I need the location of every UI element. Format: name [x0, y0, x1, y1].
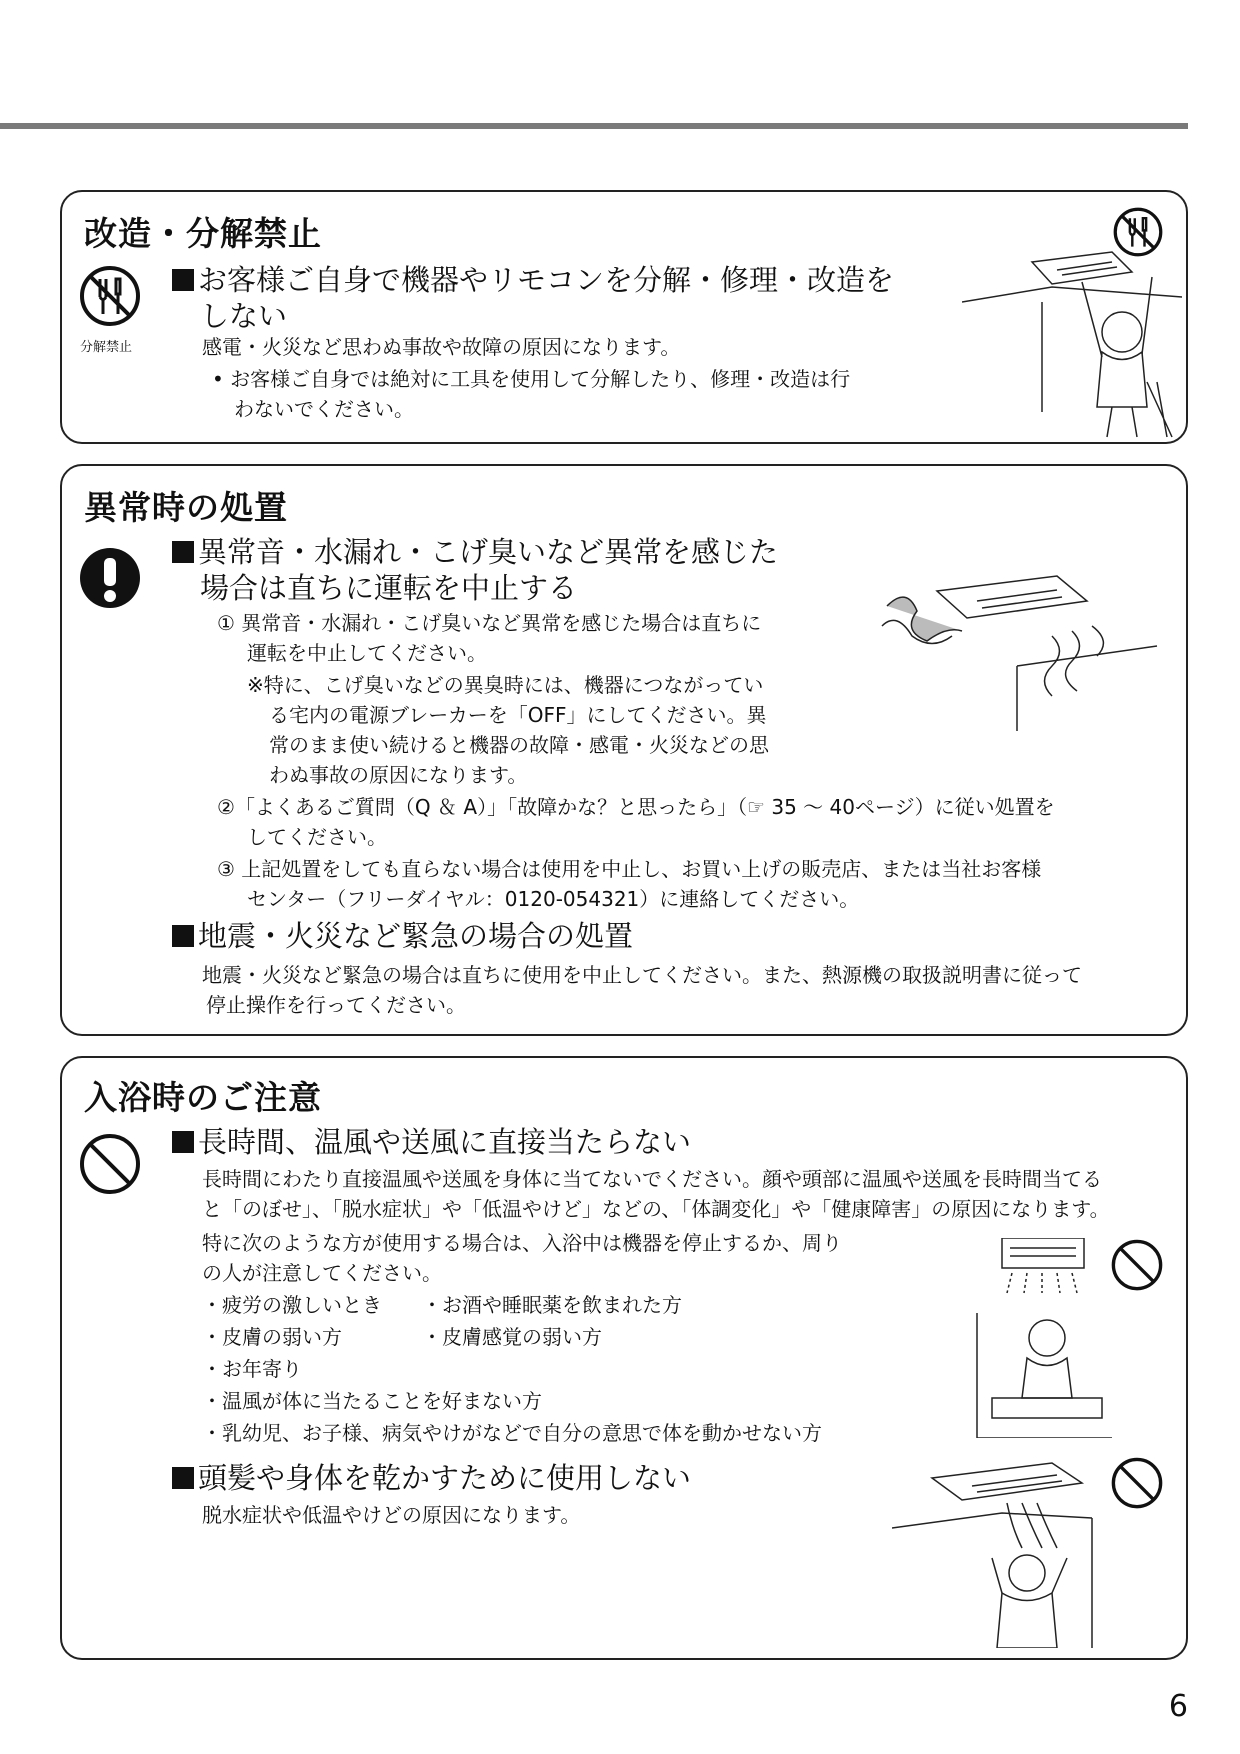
list-item: ・疲労の激しいとき: [202, 1293, 382, 1317]
top-rule: [0, 123, 1188, 129]
caution-note: ※特に、こげ臭いなどの異臭時には、機器につながってい る宅内の電源ブレーカーを「OFF」にしてください。異 常のまま使い続けると機器の故障・感電・火災などの思 わぬ事故の原因になります。: [247, 673, 769, 787]
item-heading: お客様ご自身で機器やリモコンを分解・修理・改造を しない: [172, 262, 894, 334]
item-body: 感電・火災など思わぬ事故や故障の原因になります。: [202, 335, 681, 359]
section-abnormality: [60, 464, 1188, 1036]
item-heading: 異常音・水漏れ・こげ臭いなど異常を感じた 場合は直ちに運転を中止する: [172, 534, 778, 606]
item-body-extra: 特に次のような方が使用する場合は、入浴中は機器を停止するか、周り の人が注意してください。: [202, 1231, 842, 1285]
square-bullet-icon: [172, 925, 194, 947]
list-item: ・皮膚の弱い方: [202, 1325, 342, 1349]
item-body: 長時間にわたり直接温風や送風を身体に当てないでください。顔や頭部に温風や送風を長時間当てる と「のぼせ」、「脱水症状」や「低温やけど」などの、「体調変化」や「健康障害」の原因になります。: [202, 1167, 1110, 1221]
step-2: ②「よくあるご質問（Q ＆ A）」「故障かな？と思ったら」（☞ 35 ～ 40ページ）に従い処置を してください。: [217, 795, 1055, 849]
item-heading: 頭髪や身体を乾かすために使用しない: [172, 1460, 691, 1496]
square-bullet-icon: [172, 1131, 194, 1153]
square-bullet-icon: [172, 269, 194, 291]
section-title: 改造・分解禁止: [84, 214, 322, 253]
section-no-modification: [60, 190, 1188, 444]
item-heading: 地震・火災など緊急の場合の処置: [172, 918, 633, 954]
list-item: ・お年寄り: [202, 1357, 302, 1381]
step-1: ① 異常音・水漏れ・こげ臭いなど異常を感じた場合は直ちに 運転を中止してください。: [217, 611, 762, 665]
prohibition-icon: [1110, 1238, 1164, 1292]
square-bullet-icon: [172, 1467, 194, 1489]
warm-air-bathing-illustration: [972, 1238, 1112, 1438]
item-body: 地震・火災など緊急の場合は直ちに使用を中止してください。また、熱源機の取扱説明書に従って 停止操作を行ってください。: [202, 963, 1082, 1017]
list-item: ・皮膚感覚の弱い方: [422, 1325, 602, 1349]
section-title: 異常時の処置: [84, 488, 288, 527]
no-disassembly-icon: [78, 264, 142, 328]
prohibition-icon: [1110, 1456, 1164, 1510]
exclamation-icon: [78, 546, 142, 610]
hair-drying-illustration: [892, 1458, 1112, 1648]
person-repairing-illustration: [962, 242, 1182, 442]
item-bullet: • お客様ご自身では絶対に工具を使用して分解したり、修理・改造は行 わないでください。: [212, 367, 851, 421]
list-item: ・温風が体に当たることを好まない方: [202, 1389, 542, 1413]
list-item: ・お酒や睡眠薬を飲まれた方: [422, 1293, 682, 1317]
prohibition-icon: [78, 1132, 142, 1196]
square-bullet-icon: [172, 541, 194, 563]
item-heading: 長時間、温風や送風に直接当たらない: [172, 1124, 691, 1160]
section-bathing-caution: [60, 1056, 1188, 1660]
item-body: 脱水症状や低温やけどの原因になります。: [202, 1503, 581, 1527]
no-disassembly-label: 分解禁止: [80, 340, 133, 355]
step-3: ③ 上記処置をしても直らない場合は使用を中止し、お買い上げの販売店、または当社お客様 センター（フリーダイヤル：0120-054321）に連絡してください。: [217, 857, 1042, 911]
smoking-unit-illustration: [877, 566, 1167, 736]
bullet-dot: •: [212, 367, 231, 391]
page-number: 6: [1168, 1689, 1188, 1724]
section-title: 入浴時のご注意: [84, 1078, 322, 1117]
list-item: ・乳幼児、お子様、病気やけがなどで自分の意思で体を動かせない方: [202, 1421, 822, 1445]
